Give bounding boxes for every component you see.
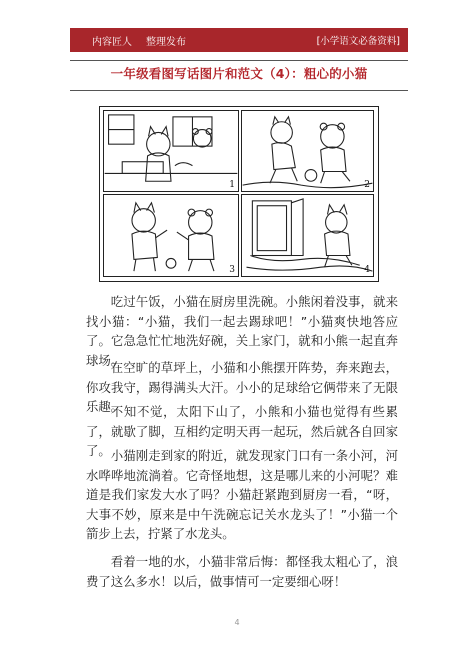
header-author-label: 内容匠人 (92, 36, 132, 48)
flooded-doorway-illustration (242, 195, 373, 276)
story-paragraph-1: 吃过午饭，小猫在厨房里洗碗。小熊闲着没事，就来找小猫：“小猫，我们一起去踢球吧！”小猫爽快地答应了。它急急忙忙地洗好碗，关上家门，就和小熊一起直奔球场。 (86, 294, 398, 368)
panel-number: 3 (229, 265, 235, 275)
running-to-field-illustration (242, 111, 373, 191)
top-rule (70, 60, 408, 61)
header-publisher-label: 整理发布 (146, 36, 186, 48)
kitchen-scene-illustration (104, 111, 238, 191)
panel-number: 1 (229, 180, 235, 190)
header-banner (70, 28, 408, 52)
story-paragraph-4: 小猫刚走到家的附近，就发现家门口有一条小河，河水哗哗地流淌着。它奇怪地想，这是哪儿来的小河呢？难道是我们家发大水了吗？小猫赶紧跑到厨房一看，“呀，大事不妙，原来是中午洗碗忘记关水龙头了！”小猫一个箭步上去，拧紧了水龙头。 (86, 448, 398, 542)
header-left (78, 33, 186, 48)
comic-panel-4 (241, 194, 374, 277)
story-paragraph-2: 在空旷的草坪上，小猫和小熊摆开阵势，奔来跑去，你攻我守，踢得满头大汗。小小的足球给它俩带来了无限乐趣。 (86, 360, 398, 415)
story-paragraph-5: 看着一地的水，小猫非常后悔：都怪我太粗心了，浪费了这么多水！以后，做事情可一定要细心呀！ (86, 554, 398, 589)
page-title: 一年级看图写话图片和范文（4）：粗心的小猫 (110, 66, 368, 81)
header-tag: [小学语文必备资料] (316, 36, 400, 47)
title-rule (70, 90, 408, 91)
comic-panel-3 (103, 194, 239, 277)
comic-strip (99, 106, 379, 282)
panel-number: 2 (364, 180, 370, 190)
page-number: 4 (234, 618, 240, 627)
comic-panel-1 (103, 110, 239, 192)
story-paragraph-3: 不知不觉，太阳下山了，小熊和小猫也觉得有些累了，就歇了脚，互相约定明天再一起玩，然后就各自回家了。 (86, 404, 398, 459)
panel-number: 4 (364, 265, 370, 275)
saying-goodbye-illustration (104, 195, 238, 276)
comic-panel-2 (241, 110, 374, 192)
